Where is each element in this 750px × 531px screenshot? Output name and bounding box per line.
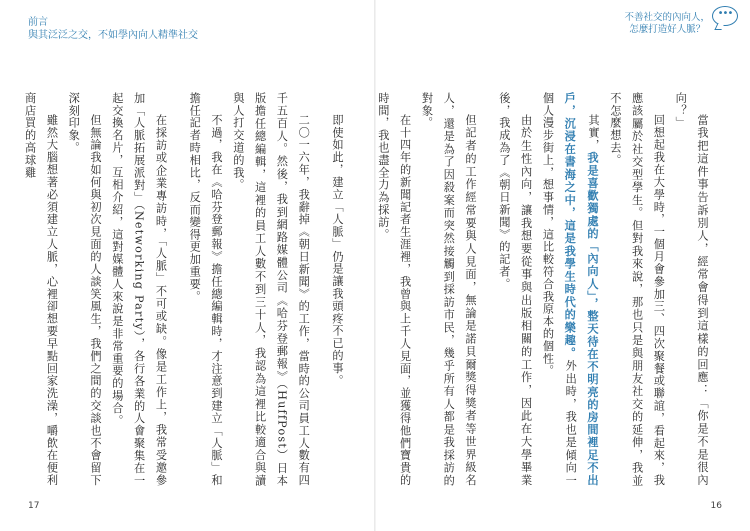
paragraph: 二〇一六年，我辭掉《朝日新聞》的工作，當時的公司員工人數有四千五百人。然後，我到網路媒體公司《哈芬登郵報》（HuffPost）日本版擔任總編輯，這裡的員工人數不到三十人，我認為這裡比較適合與讀與人打交道的我。	[231, 92, 311, 487]
running-header	[624, 12, 710, 36]
highlighted-sentence: 我是喜歡獨處的「內向人」，整天待在不明亮的房間裡足不出戶，沉浸在書海之中，這是我學生時代的樂趣。	[563, 92, 601, 487]
paragraph: 當我把這件事告訴別人，經常會得到這樣的回應：「你是不是很內向？」	[674, 92, 709, 487]
speech-bubble-icon: •••	[712, 6, 738, 26]
paragraph-tail: 外出時，我也是傾向一個人漫步街上，想事情，這比較符合我原本的個性。	[541, 92, 578, 488]
right-page	[375, 0, 750, 531]
header-chapter-line2: 怎麼打造好人脈？	[629, 24, 706, 35]
paragraph: 回想起我在大學時，一個月會參加三、四次聚餐或聯誼，看起來，我應該屬於社交型學生。但對我來說，那也只是與朋友社交的延伸，我並不怎麼想去。	[608, 92, 666, 487]
paragraph: 但無論我如何與初次見面的人談笑風生，我們之間的交談也不會留下深刻印象。	[67, 92, 103, 487]
paragraph-lead: 其實，	[587, 114, 601, 153]
paragraph: 雖然大腦想著必須建立人脈，心裡卻想要早點回家洗澡，嚼飲在便利商店買的高球雞	[23, 92, 59, 487]
header-chapter-line1: 不善社交的內向人，	[624, 12, 710, 23]
paragraph: 由於生性內向，讓我想要從事與出版相關的工作，因此在大學畢業後，我成為了《朝日新聞》的記者。	[497, 92, 533, 487]
running-header	[28, 16, 198, 42]
header-section-label: 前言	[28, 17, 48, 28]
left-body-text	[23, 92, 348, 487]
paragraph: 不過，我在《哈芬登郵報》擔任總編輯時，才注意到建立「人脈」和擔任記者時相比，反而變得更加重要。	[188, 92, 224, 487]
paragraph: 在採訪或企業專訪時，「人脈」不可或缺。像是工作上，我常受邀參加「人脈拓展派對」（Networking Party），各行各業的人會聚集在一起交換名片，互相介紹，這對媒體人來說是非常重要的場合。	[110, 92, 168, 487]
right-body-text	[376, 92, 713, 488]
paragraph	[537, 92, 604, 487]
paragraph: 即使如此，建立「人脈」仍是讓我頭疼不已的事。	[331, 114, 344, 388]
paragraph: 但記者的工作經常要與人見面，無論是諾貝爾獎得獎者等世界級名人，還是為了因殺案而突然接觸到採訪市民，幾乎所有人都是我採訪的對象。	[420, 92, 478, 487]
header-section-title: 與其泛泛之交，不如學內向人精準社交	[28, 30, 198, 41]
paragraph: 在十四年的新聞記者生涯裡，我曾與上千人見面，並獲得他們寶貴的時間，我也盡全力為採訪。	[376, 92, 412, 487]
page-number: 17	[28, 501, 40, 511]
page-number: 16	[710, 501, 722, 511]
